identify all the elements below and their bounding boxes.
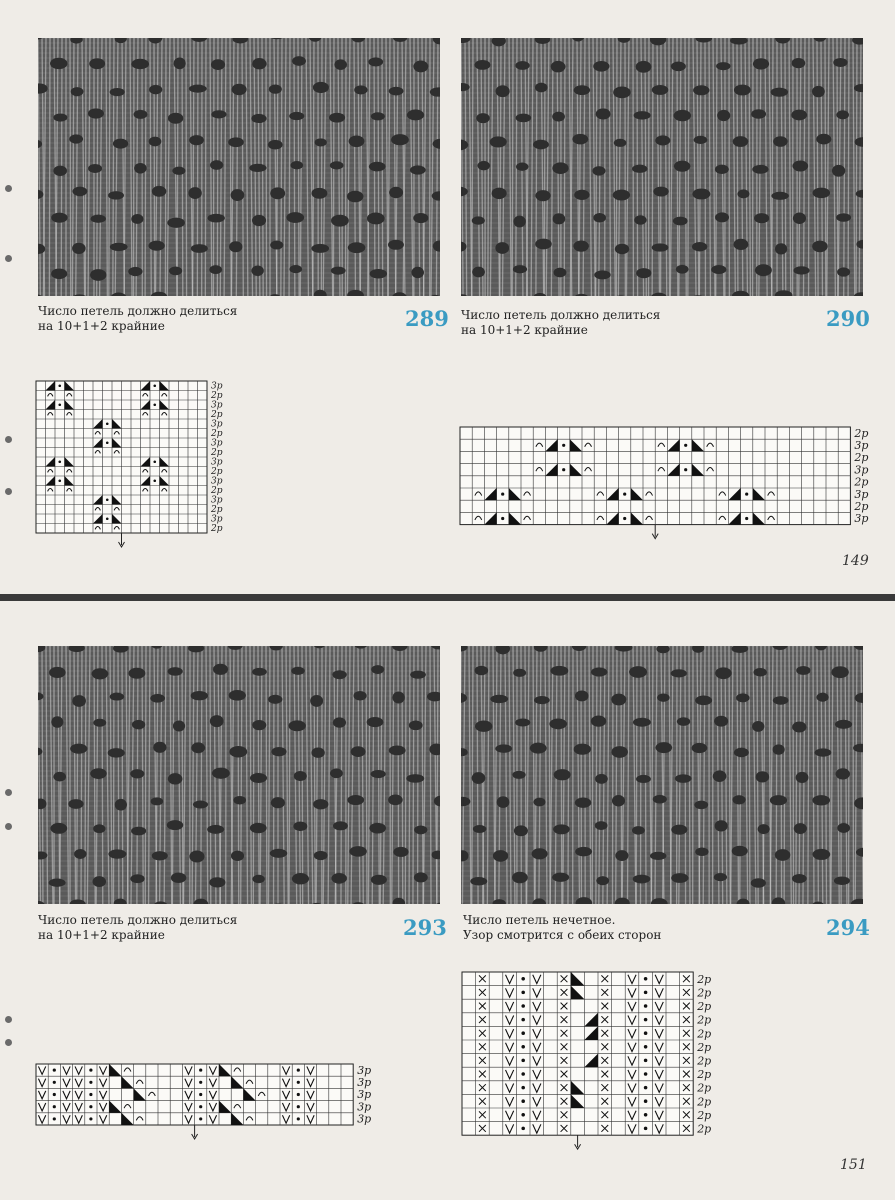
row-label: 3р (211, 457, 223, 468)
chart-grid (462, 972, 719, 1151)
binding-hole (5, 185, 12, 192)
row-label: 3р (211, 495, 223, 506)
row-label: 2р (211, 524, 223, 535)
caption-290: Число петель должно делиться на 10+1+2 крайние (461, 308, 661, 337)
page-number: 149 (842, 553, 869, 569)
row-label: 3р (357, 1112, 372, 1126)
row-label: 2р (697, 1068, 712, 1082)
row-label: 3р (211, 514, 223, 525)
row-label: 2р (854, 426, 869, 440)
pattern-number-289: 289 (405, 306, 449, 331)
binding-hole (5, 436, 12, 443)
row-label: 3р (357, 1075, 372, 1089)
lace-texture (461, 646, 863, 904)
pattern-number-294: 294 (826, 915, 870, 940)
row-label: 2р (697, 1000, 712, 1014)
row-label: 3р (211, 400, 223, 411)
row-label: 2р (697, 1027, 712, 1041)
page-149 (0, 0, 895, 594)
chart-grid (36, 1064, 379, 1141)
row-label: 2р (211, 505, 223, 516)
row-label: 2р (211, 410, 223, 421)
lace-texture (38, 646, 440, 904)
knitting-chart-293 (36, 1064, 379, 1141)
row-label: 3р (357, 1088, 372, 1102)
caption-293: Число петель должно делиться на 10+1+2 крайние (38, 913, 238, 942)
knitting-chart-289 (36, 381, 233, 549)
chart-grid (460, 427, 876, 541)
row-label: 2р (697, 1013, 712, 1027)
binding-hole (5, 488, 12, 495)
row-label: 3р (854, 487, 869, 501)
row-label: 3р (854, 463, 869, 477)
row-label: 2р (697, 1081, 712, 1095)
binding-hole (5, 1039, 12, 1046)
row-label: 3р (854, 438, 869, 452)
row-label: 2р (697, 986, 712, 1000)
chart-grid (36, 381, 233, 549)
row-label: 2р (697, 1095, 712, 1109)
binding-hole (5, 823, 12, 830)
lace-texture (38, 38, 440, 296)
knitting-chart-290 (460, 427, 876, 541)
knitting-chart-294 (462, 972, 719, 1151)
lace-photo-293 (38, 646, 440, 904)
row-label: 3р (211, 419, 223, 430)
row-label: 2р (697, 1040, 712, 1054)
row-label: 2р (697, 972, 712, 986)
lace-photo-294 (461, 646, 863, 904)
row-label: 2р (697, 1054, 712, 1068)
row-label: 2р (211, 429, 223, 440)
row-label: 2р (854, 499, 869, 513)
row-label: 3р (357, 1100, 372, 1114)
lace-texture (461, 38, 863, 296)
row-label: 2р (211, 391, 223, 402)
pattern-number-293: 293 (403, 915, 447, 940)
row-label: 2р (854, 475, 869, 489)
row-label: 3р (854, 512, 869, 526)
lace-photo-290 (461, 38, 863, 296)
binding-hole (5, 255, 12, 262)
page-number: 151 (840, 1157, 867, 1173)
row-label: 2р (697, 1122, 712, 1136)
binding-hole (5, 1016, 12, 1023)
row-label: 2р (211, 486, 223, 497)
row-label: 3р (211, 476, 223, 487)
caption-289: Число петель должно делиться на 10+1+2 крайние (38, 304, 238, 333)
row-label: 3р (211, 438, 223, 449)
row-label: 2р (697, 1108, 712, 1122)
pattern-number-290: 290 (826, 306, 870, 331)
row-label: 2р (211, 448, 223, 459)
lace-photo-289 (38, 38, 440, 296)
page-divider (0, 594, 895, 601)
row-label: 3р (357, 1063, 372, 1077)
row-label: 2р (211, 467, 223, 478)
caption-294: Число петель нечетное. Узор смотрится с обеих сторон (463, 913, 662, 942)
page-151 (0, 601, 895, 1200)
binding-hole (5, 789, 12, 796)
row-label: 2р (854, 451, 869, 465)
row-label: 3р (211, 381, 223, 392)
